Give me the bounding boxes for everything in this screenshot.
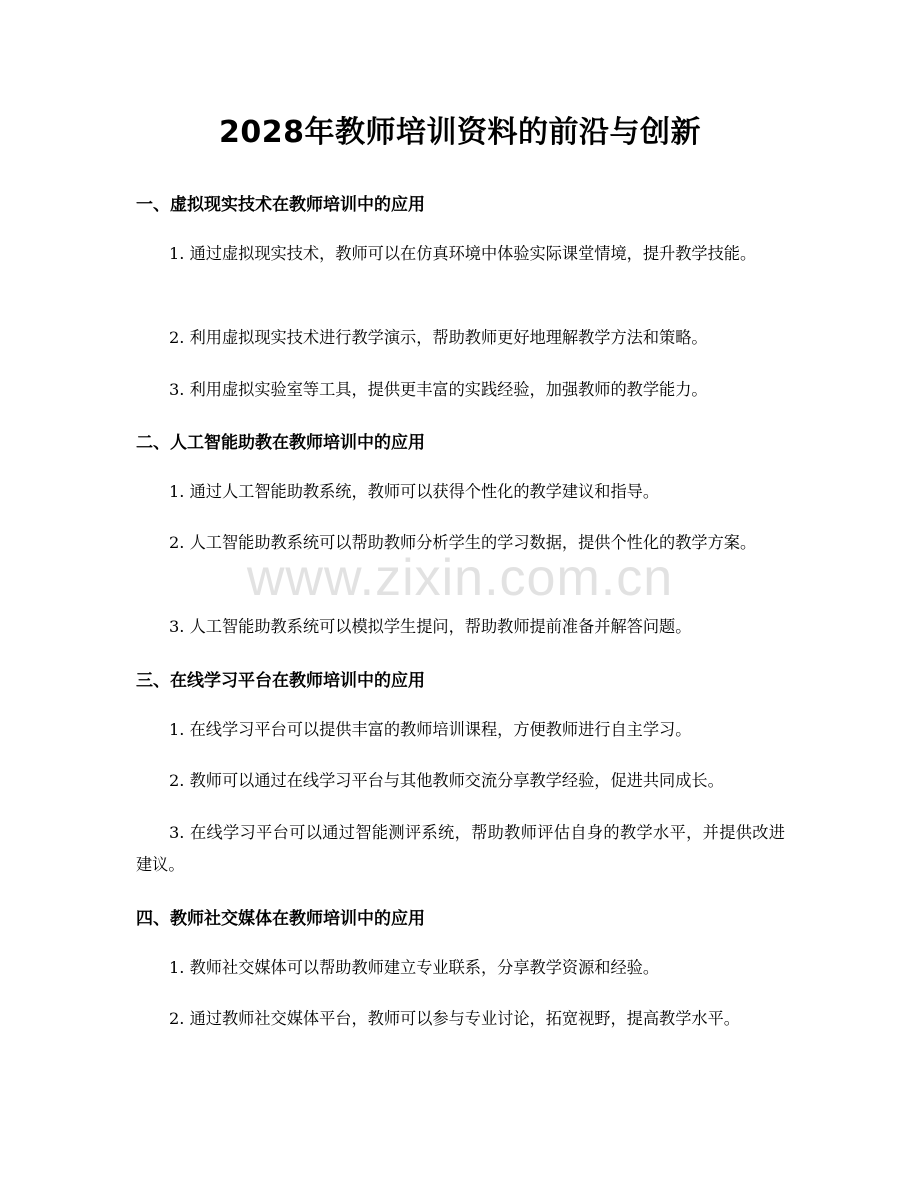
section-3-paragraph-3: 3. 在线学习平台可以通过智能测评系统，帮助教师评估自身的教学水平，并提供改进建议。 [136, 823, 785, 874]
document-title: 2028年教师培训资料的前沿与创新 [219, 115, 701, 150]
section-1-paragraph-2: 2. 利用虚拟现实技术进行教学演示，帮助教师更好地理解教学方法和策略。 [169, 328, 708, 347]
section-4-paragraph-1: 1. 教师社交媒体可以帮助教师建立专业联系，分享教学资源和经验。 [169, 958, 660, 977]
section-3-paragraph-2: 2. 教师可以通过在线学习平台与其他教师交流分享教学经验，促进共同成长。 [169, 771, 724, 790]
watermark: www.zixin.com.cn [246, 549, 674, 607]
section-4-paragraph-2: 2. 通过教师社交媒体平台，教师可以参与专业讨论，拓宽视野，提高教学水平。 [169, 1009, 740, 1028]
section-1-paragraph-3: 3. 利用虚拟实验室等工具，提供更丰富的实践经验，加强教师的教学能力。 [169, 380, 708, 399]
section-2-paragraph-2: 2. 人工智能助教系统可以帮助教师分析学生的学习数据，提供个性化的教学方案。 [169, 533, 757, 552]
section-heading-1: 一、虚拟现实技术在教师培训中的应用 [136, 195, 425, 215]
section-2-paragraph-1: 1. 通过人工智能助教系统，教师可以获得个性化的教学建议和指导。 [169, 482, 660, 501]
section-heading-3: 三、在线学习平台在教师培训中的应用 [136, 671, 425, 691]
section-1-paragraph-1: 1. 通过虚拟现实技术，教师可以在仿真环境中体验实际课堂情境，提升教学技能。 [169, 244, 757, 263]
section-2-paragraph-3: 3. 人工智能助教系统可以模拟学生提问，帮助教师提前准备并解答问题。 [169, 617, 692, 636]
section-heading-2: 二、人工智能助教在教师培训中的应用 [136, 433, 425, 453]
section-3-paragraph-1: 1. 在线学习平台可以提供丰富的教师培训课程，方便教师进行自主学习。 [169, 720, 692, 739]
section-heading-4: 四、教师社交媒体在教师培训中的应用 [136, 909, 425, 929]
